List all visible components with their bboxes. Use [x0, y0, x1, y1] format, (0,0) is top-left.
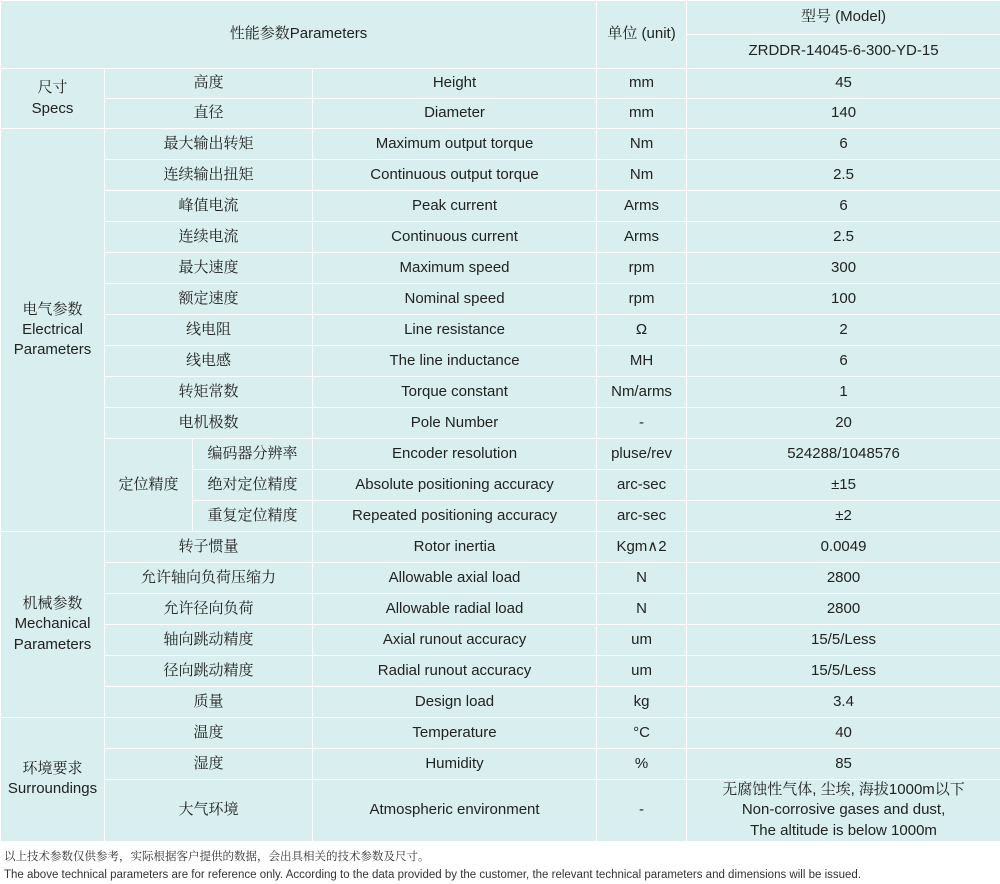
row-value: 6 — [687, 129, 1000, 160]
row-label-cn: 最大速度 — [105, 253, 313, 284]
group-specs-cn: 尺寸 — [37, 79, 68, 97]
row-label-cn: 电机极数 — [105, 408, 313, 439]
footnote — [0, 842, 1000, 884]
row-label-en: Allowable axial load — [313, 563, 597, 594]
row-label-cn: 大气环境 — [105, 780, 313, 842]
row-unit: arc-sec — [597, 501, 687, 532]
row-label-cn: 质量 — [105, 687, 313, 718]
table-row — [1, 253, 1000, 284]
row-label-en: Height — [313, 69, 597, 99]
row-unit: rpm — [597, 253, 687, 284]
row-value: 45 — [687, 69, 1000, 99]
row-value: 1 — [687, 377, 1000, 408]
row-label-en: Continuous output torque — [313, 160, 597, 191]
table-row — [1, 656, 1000, 687]
row-value: 6 — [687, 191, 1000, 222]
row-label-en: Maximum speed — [313, 253, 597, 284]
group-specs — [1, 69, 105, 129]
row-label-cn: 最大输出转矩 — [105, 129, 313, 160]
group-environment-en: Surroundings — [7, 780, 98, 798]
row-label-cn: 连续电流 — [105, 222, 313, 253]
table-row — [1, 191, 1000, 222]
row-value: 2.5 — [687, 222, 1000, 253]
atmosphere-value-line1: 无腐蚀性气体, 尘埃, 海拔1000m以下 — [722, 781, 965, 798]
header-model-value: ZRDDR-14045-6-300-YD-15 — [687, 35, 1000, 69]
group-electrical-en1: Electrical — [22, 320, 83, 338]
row-label-en: Allowable radial load — [313, 594, 597, 625]
subgroup-positioning-accuracy: 定位精度 — [105, 439, 193, 532]
row-label-cn: 绝对定位精度 — [193, 470, 313, 501]
table-row — [1, 563, 1000, 594]
row-value: 2800 — [687, 563, 1000, 594]
row-unit: Kgm∧2 — [597, 532, 687, 563]
row-label-cn: 峰值电流 — [105, 191, 313, 222]
table-row — [1, 315, 1000, 346]
row-label-cn: 允许轴向负荷压缩力 — [105, 563, 313, 594]
group-environment — [1, 718, 105, 842]
row-label-en: Design load — [313, 687, 597, 718]
row-label-cn: 编码器分辨率 — [193, 439, 313, 470]
row-unit: kg — [597, 687, 687, 718]
table-row — [1, 69, 1000, 99]
row-label-en: Torque constant — [313, 377, 597, 408]
group-electrical — [1, 129, 105, 532]
row-value: 140 — [687, 99, 1000, 129]
row-label-en: Absolute positioning accuracy — [313, 470, 597, 501]
row-label-en: Temperature — [313, 718, 597, 749]
row-value: 100 — [687, 284, 1000, 315]
row-label-en: Rotor inertia — [313, 532, 597, 563]
table-row — [1, 749, 1000, 780]
row-unit: Ω — [597, 315, 687, 346]
row-unit: Arms — [597, 222, 687, 253]
row-label-en: Continuous current — [313, 222, 597, 253]
row-label-cn: 线电感 — [105, 346, 313, 377]
row-unit: rpm — [597, 284, 687, 315]
row-value: 3.4 — [687, 687, 1000, 718]
row-label-en: The line inductance — [313, 346, 597, 377]
table-row — [1, 408, 1000, 439]
group-specs-en: Specs — [31, 99, 74, 117]
row-value: 2800 — [687, 594, 1000, 625]
table-row — [1, 222, 1000, 253]
row-label-cn: 径向跳动精度 — [105, 656, 313, 687]
row-unit: °C — [597, 718, 687, 749]
group-environment-cn: 环境要求 — [22, 760, 83, 778]
row-unit: N — [597, 594, 687, 625]
row-unit: N — [597, 563, 687, 594]
row-label-en: Axial runout accuracy — [313, 625, 597, 656]
row-unit: Nm — [597, 129, 687, 160]
table-row — [1, 284, 1000, 315]
table-row — [1, 718, 1000, 749]
table-row — [1, 377, 1000, 408]
atmosphere-value-line2: Non-corrosive gases and dust, — [741, 801, 946, 819]
table-row — [1, 129, 1000, 160]
row-value: 2 — [687, 315, 1000, 346]
row-unit: mm — [597, 69, 687, 99]
row-unit: um — [597, 656, 687, 687]
row-value: 15/5/Less — [687, 656, 1000, 687]
row-label-en: Maximum output torque — [313, 129, 597, 160]
row-unit: MH — [597, 346, 687, 377]
table-row — [1, 780, 1000, 842]
header-model-label: 型号 (Model) — [687, 1, 1000, 35]
group-mechanical-en1: Mechanical — [14, 615, 91, 633]
footnote-line-cn: 以上技术参数仅供参考，实际根据客户提供的数据，会出具相关的技术参数及尺寸。 — [4, 850, 430, 863]
row-label-cn: 高度 — [105, 69, 313, 99]
row-unit: - — [597, 780, 687, 842]
row-unit: - — [597, 408, 687, 439]
row-value: 40 — [687, 718, 1000, 749]
row-value: 20 — [687, 408, 1000, 439]
table-header-row — [1, 1, 1000, 35]
row-label-en: Pole Number — [313, 408, 597, 439]
row-value: 300 — [687, 253, 1000, 284]
row-label-cn: 转矩常数 — [105, 377, 313, 408]
row-unit: um — [597, 625, 687, 656]
header-parameters: 性能参数Parameters — [1, 1, 597, 69]
row-label-cn: 线电阻 — [105, 315, 313, 346]
row-label-cn: 轴向跳动精度 — [105, 625, 313, 656]
row-label-en: Encoder resolution — [313, 439, 597, 470]
row-label-cn: 湿度 — [105, 749, 313, 780]
row-label-en: Diameter — [313, 99, 597, 129]
row-value: 85 — [687, 749, 1000, 780]
row-unit: mm — [597, 99, 687, 129]
row-label-cn: 额定速度 — [105, 284, 313, 315]
row-unit: Nm — [597, 160, 687, 191]
row-value: 15/5/Less — [687, 625, 1000, 656]
group-mechanical-en2: Parameters — [13, 635, 92, 653]
row-label-cn: 允许径向负荷 — [105, 594, 313, 625]
row-label-en: Repeated positioning accuracy — [313, 501, 597, 532]
row-value: 524288/1048576 — [687, 439, 1000, 470]
table-row — [1, 346, 1000, 377]
row-label-en: Line resistance — [313, 315, 597, 346]
row-label-cn: 直径 — [105, 99, 313, 129]
row-value: 6 — [687, 346, 1000, 377]
row-unit: arc-sec — [597, 470, 687, 501]
table-row — [1, 160, 1000, 191]
table-row — [1, 687, 1000, 718]
row-unit: pluse/rev — [597, 439, 687, 470]
row-label-en: Nominal speed — [313, 284, 597, 315]
row-label-cn: 转子惯量 — [105, 532, 313, 563]
row-label-cn: 重复定位精度 — [193, 501, 313, 532]
row-value: ±2 — [687, 501, 1000, 532]
row-value: ±15 — [687, 470, 1000, 501]
row-label-cn: 温度 — [105, 718, 313, 749]
row-unit: Arms — [597, 191, 687, 222]
row-unit: Nm/arms — [597, 377, 687, 408]
group-electrical-en2: Parameters — [13, 341, 92, 359]
row-label-en: Radial runout accuracy — [313, 656, 597, 687]
row-label-en: Atmospheric environment — [313, 780, 597, 842]
row-unit: % — [597, 749, 687, 780]
group-mechanical — [1, 532, 105, 718]
row-label-en: Peak current — [313, 191, 597, 222]
row-value: 2.5 — [687, 160, 1000, 191]
table-row — [1, 625, 1000, 656]
group-electrical-cn: 电气参数 — [22, 300, 83, 318]
footnote-line-en: The above technical parameters are for reference only. According to the data provided by the customer, the relevant technical parameters and dimensions will be issued. — [4, 869, 862, 882]
table-row — [1, 99, 1000, 129]
table-row — [1, 594, 1000, 625]
table-row — [1, 532, 1000, 563]
row-label-cn: 连续输出扭矩 — [105, 160, 313, 191]
group-mechanical-cn: 机械参数 — [22, 595, 83, 613]
row-value: 0.0049 — [687, 532, 1000, 563]
row-value — [687, 780, 1000, 842]
header-unit: 单位 (unit) — [597, 1, 687, 69]
table-row — [1, 439, 1000, 470]
atmosphere-value-line3: The altitude is below 1000m — [750, 821, 937, 839]
row-label-en: Humidity — [313, 749, 597, 780]
